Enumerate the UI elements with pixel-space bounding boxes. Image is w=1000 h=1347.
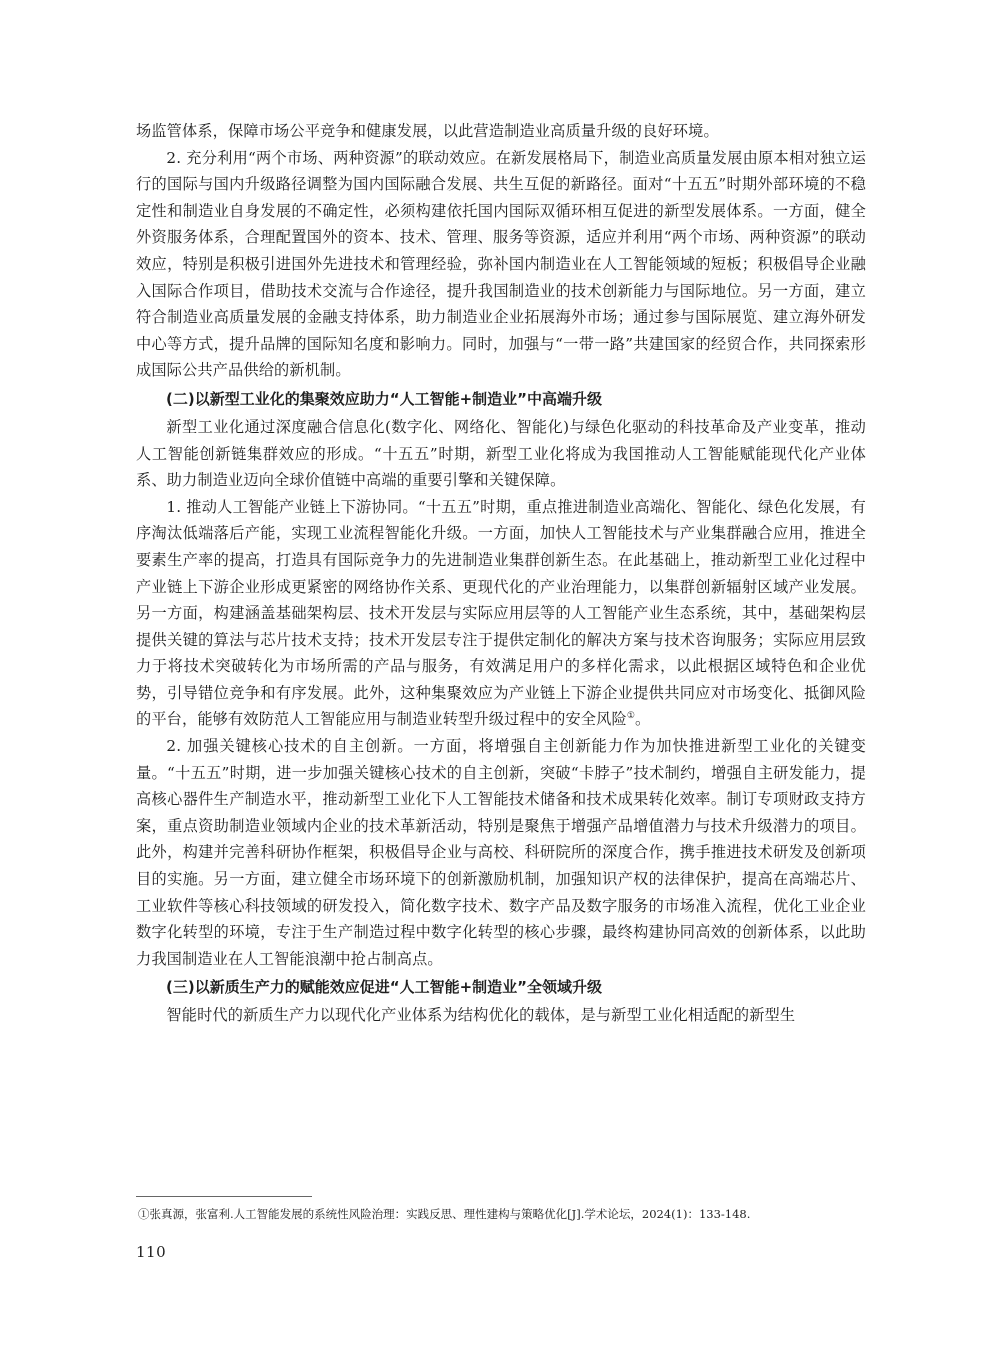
paragraph-industrial-chain-text: 1. 推动人工智能产业链上下游协同。“十五五”时期，重点推进制造业高端化、智能化、绿色化发展，有序淘汰低端落后产能，实现工业流程智能化升级。一方面，加快人工智能技术与产业集群融合应用，推进全要素生产率的提高，打造具有国际竞争力的先进制造业集群创新生态。在此基础上，推动新型工业化过程中产业链上下游企业形成更紧密的网络协作关系、更现代化的产业治理能力，以集群创新辐射区域产业发展。另一方面，构建涵盖基础架构层、技术开发层与实际应用层等的人工智能产业生态系统，其中，基础架构层提供关键的算法与芯片技术支持；技术开发层专注于提供定制化的解决方案与技术咨询服务；实际应用层致力于将技术突破转化为市场所需的产品与服务，有效满足用户的多样化需求，以此根据区域特色和企业优势，引导错位竞争和有序发展。此外，这种集聚效应为产业链上下游企业提供共同应对市场变化、抵御风险的平台，能够有效防范人工智能应用与制造业转型升级过程中的安全风险: [136, 497, 866, 729]
article-body: [136, 118, 866, 1029]
section-heading-2: (二)以新型工业化的集聚效应助力“人工智能+制造业”中高端升级: [166, 389, 602, 408]
paragraph-continuation: 场监管体系，保障市场公平竞争和健康发展，以此营造制造业高质量升级的良好环境。: [136, 122, 719, 140]
paragraph-industrial-chain: [136, 494, 866, 733]
footnote-reference[interactable]: ①: [626, 711, 636, 722]
paragraph-two-markets: 2. 充分利用“两个市场、两种资源”的联动效应。在新发展格局下，制造业高质量发展由原本相对独立运行的国际与国内升级路径调整为国内国际融合发展、共生互促的新路径。面对“十五五”时期外部环境的不稳定性和制造业自身发展的不确定性，必须构建依托国内国际双循环相互促进的新型发展体系。一方面，健全外资服务体系，合理配置国外的资本、技术、管理、服务等资源，适应并利用“两个市场、两种资源”的联动效应，特别是积极引进国外先进技术和管理经验，弥补国内制造业在人工智能领域的短板；积极倡导企业融入国际合作项目，借助技术交流与合作途径，提升我国制造业的技术创新能力与国际地位。另一方面，建立符合制造业高质量发展的金融支持体系，助力制造业企业拓展海外市场；通过参与国际展览、建立海外研发中心等方式，提升品牌的国际知名度和影响力。同时，加强与“一带一路”共建国家的经贸合作，共同探索形成国际公共产品供给的新机制。: [136, 148, 866, 380]
section-heading-3: (三)以新质生产力的赋能效应促进“人工智能+制造业”全领域升级: [166, 978, 602, 997]
footnote-divider: [136, 1196, 312, 1197]
paragraph-new-productivity: 智能时代的新质生产力以现代化产业体系为结构优化的载体，是与新型工业化相适配的新型生: [166, 1006, 796, 1025]
paragraph-new-industrialization: 新型工业化通过深度融合信息化(数字化、网络化、智能化)与绿色化驱动的科技革命及产业变革，推动人工智能创新链集群效应的形成。“十五五”时期，新型工业化将成为我国推动人工智能赋能现代化产业体系、助力制造业迈向全球价值链中高端的重要引擎和关键保障。: [136, 417, 866, 490]
footnote: ①张真源，张富利.人工智能发展的系统性风险治理：实践反思、理性建构与策略优化[J].学术论坛，2024(1)：133-148.: [138, 1207, 751, 1221]
page-number: 110: [136, 1243, 167, 1261]
paragraph-core-technology: 2. 加强关键核心技术的自主创新。一方面，将增强自主创新能力作为加快推进新型工业化的关键变量。“十五五”时期，进一步加强关键核心技术的自主创新，突破“卡脖子”技术制约，增强自主研发能力，提高核心器件生产制造水平，推动新型工业化下人工智能技术储备和技术成果转化效率。制订专项财政支持方案，重点资助制造业领域内企业的技术革新活动，特别是聚焦于增强产品增值潜力与技术升级潜力的项目。此外，构建并完善科研协作框架，积极倡导企业与高校、科研院所的深度合作，携手推进技术研发及创新项目的实施。另一方面，建立健全市场环境下的创新激励机制，加强知识产权的法律保护，提高在高端芯片、工业软件等核心科技领域的研发投入，简化数字技术、数字产品及数字服务的市场准入流程，优化工业企业数字化转型的环境，专注于生产制造过程中数字化转型的核心步骤，最终构建协同高效的创新体系，以此助力我国制造业在人工智能浪潮中抢占制高点。: [136, 737, 866, 968]
paragraph-industrial-chain-end: 。: [635, 710, 651, 729]
